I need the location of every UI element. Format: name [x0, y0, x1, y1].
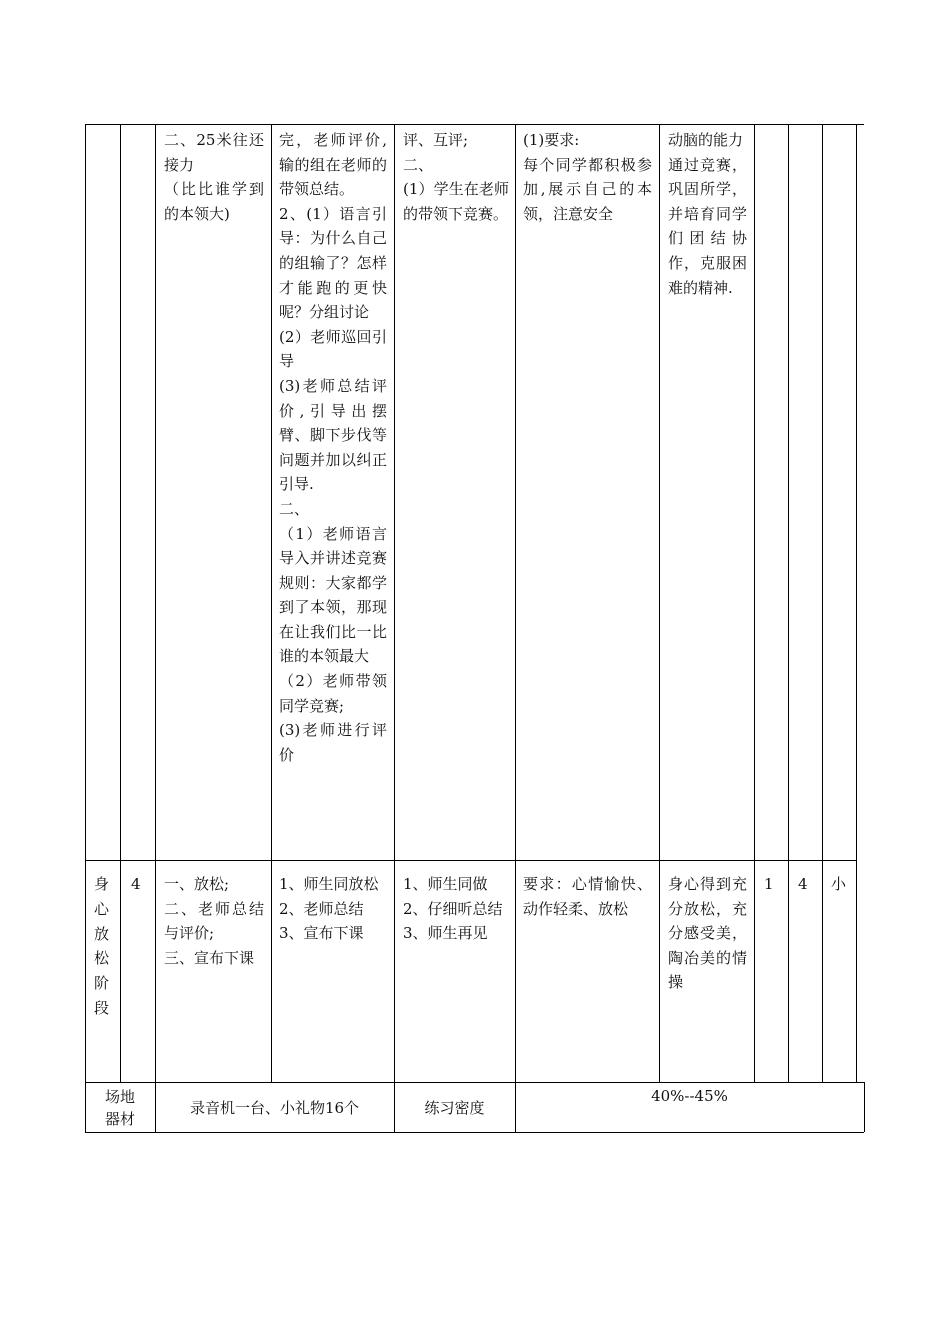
teacher-activity-cell: 1、师生同放松 2、老师总结 3、宣布下课 — [279, 875, 379, 943]
venue-value: 录音机一台、小礼物16个 — [189, 1099, 360, 1117]
requirement-cell: 要求：心情愉快、动作轻柔、放松 — [523, 875, 652, 918]
col-line — [120, 124, 121, 1082]
col-line — [155, 124, 156, 1132]
col-line — [394, 124, 395, 1132]
student-activity-cell: 评、互评; 二、 (1）学生在老师的带领下竞赛。 — [403, 131, 509, 223]
col-line — [515, 124, 516, 1132]
teacher-activity-cell: 完，老师评价,输的组在老师的带领总结。 2、(1）语言引导：为什么自己的组输了？怎样才能跑的更快呢？分组讨论 (2）老师巡回引导 (3)老师总结评价,引导出摆臂、脚下步伐等问题并加以纠正引导. 二、 （1）老师语言导入并讲述竞赛规则：大家都学到了本领，那现在让我们比一比谁的本领最大 （2）老师带领同学竞赛; (3)老师进行评价 — [279, 131, 387, 764]
minutes-cell: 4 — [798, 875, 808, 893]
goal-cell: 动脑的能力 通过竞赛，巩固所学，并培育同学们团结协作，克服困难的精神. — [668, 131, 747, 297]
content-cell: 一、放松; 二、老师总结与评价; 三、宣布下课 — [164, 875, 264, 967]
venue-label: 场地 器材 — [104, 1088, 135, 1128]
time-cell: 4 — [131, 875, 141, 893]
stage-label: 身 心 放 松 阶 段 — [94, 875, 110, 1017]
intensity-cell: 小 — [831, 875, 847, 893]
requirement-cell: (1)要求: 每个同学都积极参加,展示自己的本领，注意安全 — [523, 131, 652, 223]
content-cell: 二、25米往还接力 （比比谁学到的本领大) — [164, 131, 264, 223]
student-activity-cell: 1、师生同做 2、仔细听总结 3、师生再见 — [403, 875, 503, 943]
row-divider — [85, 860, 856, 861]
table-bottom-border — [85, 1132, 864, 1133]
col-line — [271, 124, 272, 1082]
table-top-border — [85, 124, 864, 125]
goal-cell: 身心得到充分放松，充分感受美，陶冶美的情操 — [668, 875, 747, 992]
col-line — [788, 124, 789, 1082]
col-line — [659, 124, 660, 1082]
col-line — [856, 124, 857, 1082]
col-line — [822, 124, 823, 1082]
density-value: 40%--45% — [651, 1087, 728, 1105]
row-divider-footer — [85, 1082, 864, 1083]
table-right-border — [864, 1082, 865, 1132]
density-label: 练习密度 — [424, 1099, 485, 1117]
col-line — [754, 124, 755, 1082]
count-cell: 1 — [764, 875, 774, 893]
col-line — [85, 124, 86, 1132]
